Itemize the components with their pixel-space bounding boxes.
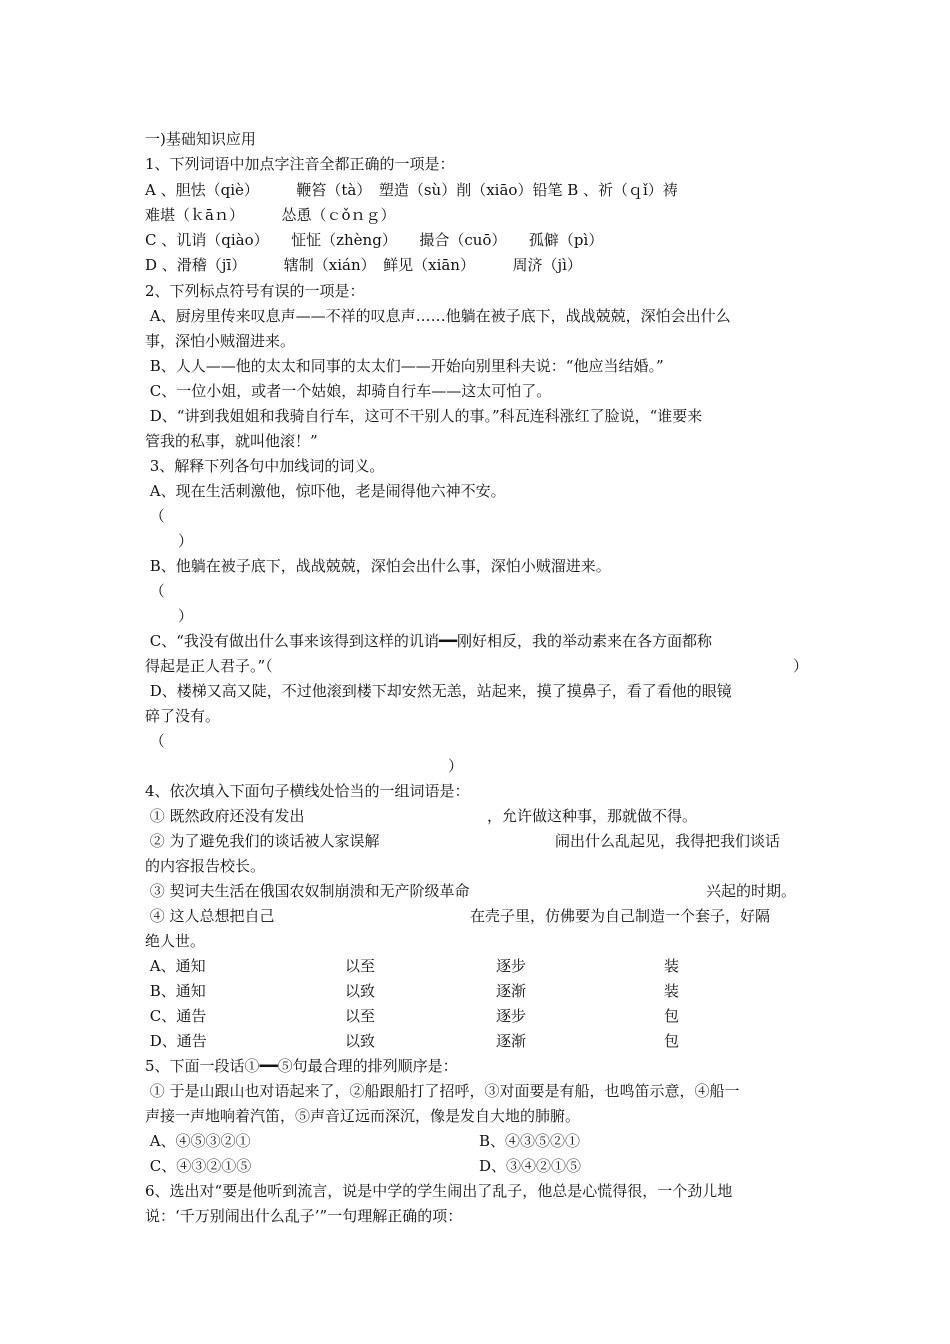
q4-option-d-word-1: D、通告 [145,1032,207,1050]
q4-sentence-2: ② 为了避免我们的谈话被人家误解 [145,832,380,850]
q4-option-b-word-1: B、通知 [145,982,206,1000]
q2-option-a-cont: 事，深怕小贼溜进来。 [145,332,296,350]
q4-sentence-3: ③ 契诃夫生活在俄国农奴制崩溃和无产阶级革命 [145,882,470,900]
q3-item-b-open-paren: （ [145,582,165,600]
q4-option-d-word-4: 包 [664,1032,680,1050]
q5-option-a: A、④⑤③②① [145,1132,251,1150]
q4-option-b-word-2: 以致 [345,982,376,1000]
q3-item-c-cont: 得起是正人君子。”（ [145,657,273,675]
q3-item-b-close-paren: ） [178,607,194,625]
q4-sentence-3-rest: 兴起的时期。 [706,882,797,900]
q6-stem-cont: 说：‘千万别闹出什么乱子’”一句理解正确的项： [145,1207,463,1225]
q5-option-d: D、③④②①⑤ [479,1157,582,1175]
q4-option-c-word-2: 以至 [345,1007,376,1025]
q3-item-b: B、他躺在被子底下，战战兢兢，深怕会出什么事，深怕小贼溜进来。 [145,557,611,575]
q4-option-b-word-3: 逐渐 [496,982,527,1000]
q3-item-c-close-paren: ） [793,657,809,675]
q5-passage-cont: 声接一声地响着汽笛，⑤声音辽远而深沉，像是发自大地的肺腑。 [145,1107,581,1125]
q4-option-c-word-4: 包 [664,1007,680,1025]
q4-option-a-word-3: 逐步 [496,957,527,975]
q2-option-d: D、“讲到我姐姐和我骑自行车，这可不干别人的事。”科瓦连科涨红了脸说，“谁要来 [145,407,703,425]
q4-sentence-4-rest: 在壳子里，仿佛要为自己制造一个套子，好隔 [470,907,771,925]
q3-item-c: C、“我没有做出什么事来该得到这样的讥诮━━刚好相反，我的举动素来在各方面都称 [145,632,712,650]
q4-stem: 4、依次填入下面句子横线处恰当的一组词语是： [145,782,470,800]
q4-sentence-2-rest: 闹出什么乱起见，我得把我们谈话 [555,832,781,850]
q4-option-a-word-2: 以至 [345,957,376,975]
q3-stem: 3、解释下列各句中加线词的词义。 [145,457,385,475]
q4-sentence-1-rest: ，允许做这种事，那就做不得。 [487,807,698,825]
q4-sentence-4-cont: 绝人世。 [145,932,206,950]
q3-item-d-open-paren: （ [145,732,165,750]
q4-sentence-1: ① 既然政府还没有发出 [145,807,305,825]
q5-passage: ① 于是山跟山也对语起来了，②船跟船打了招呼，③对面要是有船，也鸣笛示意，④船一 [145,1082,740,1100]
q5-option-b: B、④③⑤②① [479,1132,581,1150]
q5-option-c: C、④③②①⑤ [145,1157,252,1175]
q4-option-a-word-4: 装 [664,957,680,975]
q2-stem: 2、下列标点符号有误的一项是： [145,282,365,300]
q1-option-c: C 、讥诮（qiào） 怔怔（zhèng） 撮合（cuō） 孤僻（pì） [145,231,604,249]
q4-sentence-4: ④ 这人总想把自己 [145,907,275,925]
q4-option-b-word-4: 装 [664,982,680,1000]
q4-sentence-2-cont: 的内容报告校长。 [145,857,266,875]
q4-option-a-word-1: A、通知 [145,957,206,975]
q3-item-a-close-paren: ） [178,532,194,550]
q2-option-c: C、一位小姐，或者一个姑娘，却骑自行车——这太可怕了。 [145,382,552,400]
q1-option-d: D 、滑稽（jī） 辖制（xián） 鲜见（xiān） 周济（jì） [145,256,582,274]
q2-option-b: B、人人——他的太太和同事的太太们——开始向别里科夫说：“他应当结婚。” [145,357,664,375]
q3-item-a: A、现在生活刺激他，惊吓他，老是闹得他六神不安。 [145,482,506,500]
q3-item-d-cont: 碎了没有。 [145,707,221,725]
q1-option-a: A 、胆怯（qiè） 鞭笞（tà） 塑造（sù）削（xiāo）铅笔 B 、祈（ｑǐ）祷 [145,181,678,199]
q1-stem: 1、下列词语中加点字注音全都正确的一项是： [145,155,455,173]
q3-item-d-close-paren: ） [448,757,464,775]
q4-option-d-word-3: 逐渐 [496,1032,527,1050]
q5-stem: 5、下面一段话①━━⑤句最合理的排列顺序是： [145,1057,458,1075]
q1-option-a-cont: 难堪（ｋāｎ） 怂恿（ｃǒｎｇ） [145,206,396,224]
q2-option-a: A、厨房里传来叹息声——不祥的叹息声……他躺在被子底下，战战兢兢，深怕会出什么 [145,307,731,325]
q2-option-d-cont: 管我的私事，就叫他滚！” [145,432,318,450]
q4-option-d-word-2: 以致 [345,1032,376,1050]
q6-stem: 6、选出对“要是他听到流言，说是中学的学生闹出了乱子，他总是心慌得很，一个劲儿地 [145,1182,733,1200]
q4-option-c-word-1: C、通告 [145,1007,207,1025]
q4-option-c-word-3: 逐步 [496,1007,527,1025]
section-title: 一)基础知识应用 [145,130,256,148]
q3-item-d: D、楼梯又高又陡，不过他滚到楼下却安然无恙，站起来，摸了摸鼻子，看了看他的眼镜 [145,682,732,700]
q3-item-a-open-paren: （ [145,507,165,525]
